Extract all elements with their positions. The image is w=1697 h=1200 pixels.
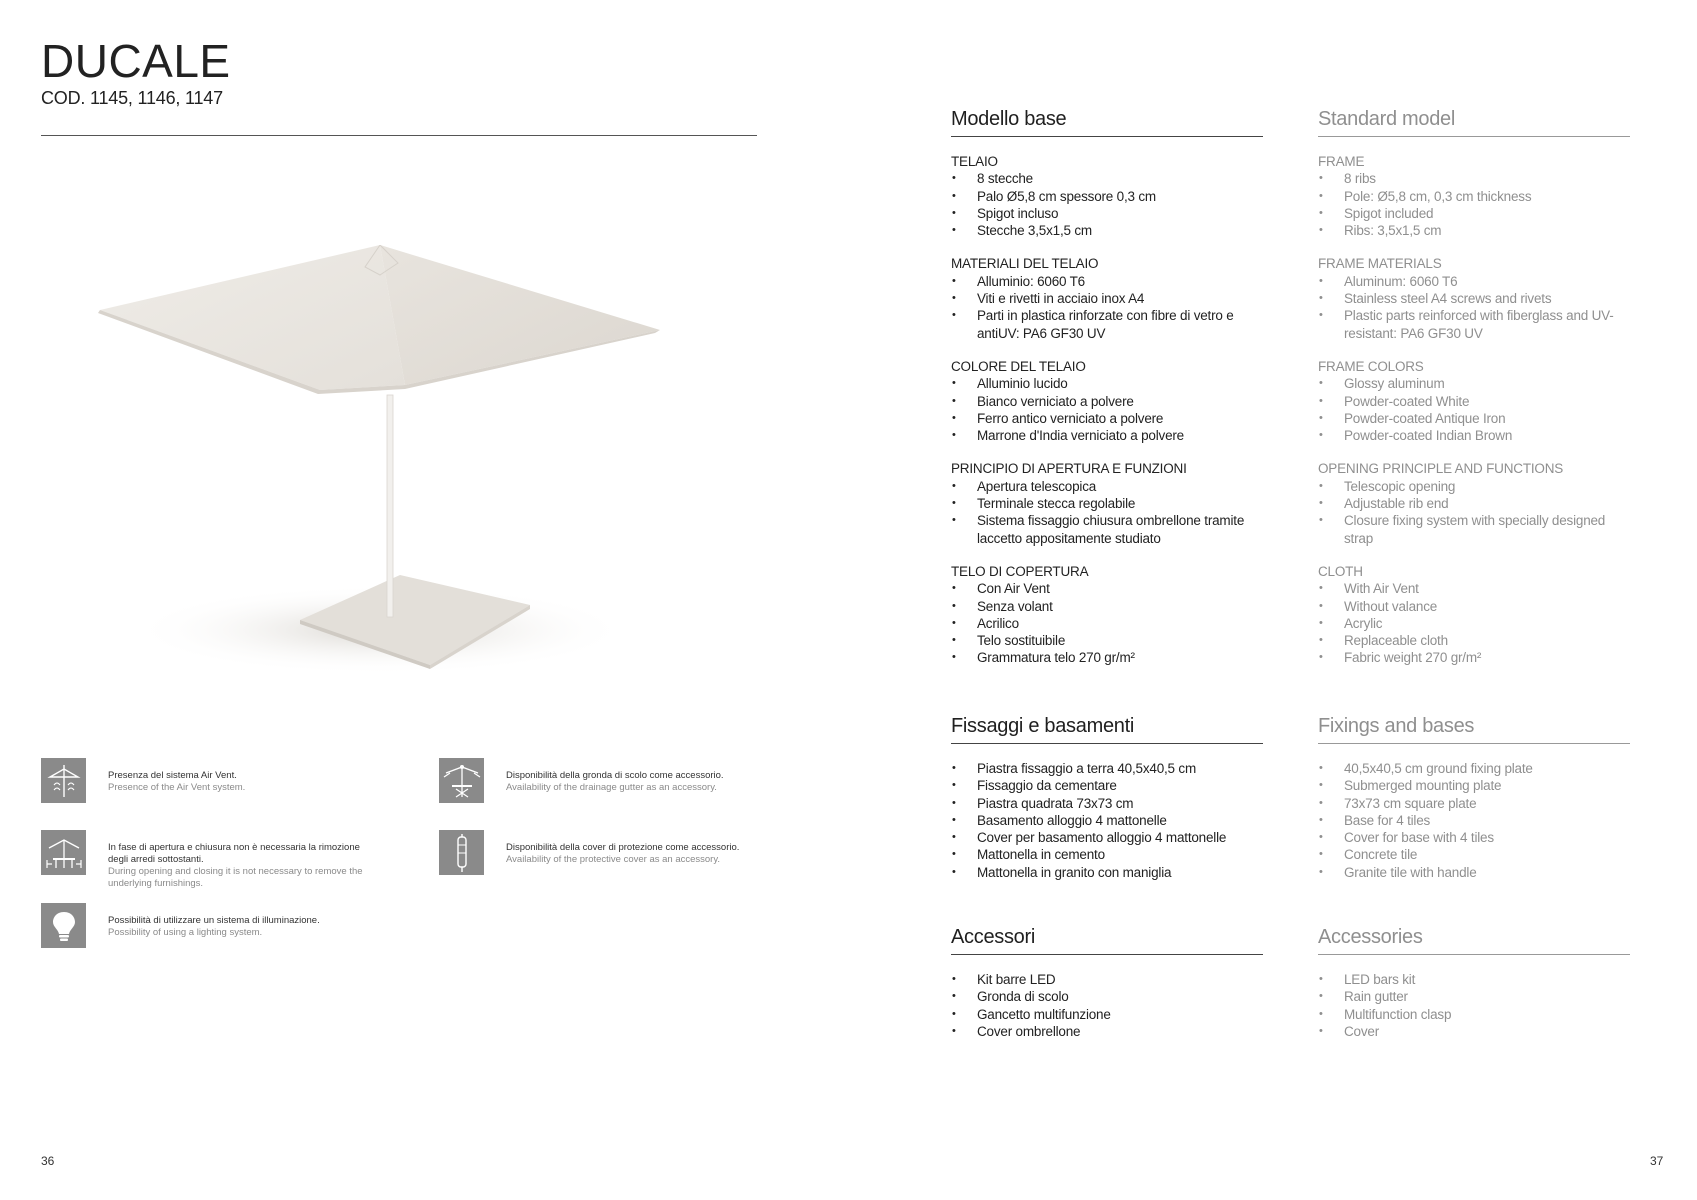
spec-block-title: CLOTH [1318,563,1363,579]
spec-block-title: OPENING PRINCIPLE AND FUNCTIONS [1318,461,1564,477]
air-vent-icon [41,758,86,803]
list-item: • Cover for base with 4 tiles [1318,829,1630,846]
list-item: • Spigot incluso [951,205,1263,222]
list-item: • Fabric weight 270 gr/m² [1318,649,1630,666]
spec-block [1318,563,1630,667]
list-item: • Glossy aluminum [1318,375,1630,392]
product-title: DUCALE [41,35,231,87]
spec-block [1318,153,1630,239]
feature-text-it: Possibilità di utilizzare un sistema di illuminazione. [108,915,320,926]
list-item: • Stainless steel A4 screws and rivets [1318,290,1630,307]
spec-block [951,255,1263,341]
feature-text-it: In fase di apertura e chiusura non è necessaria la rimozione degli arredi sottostanti. [108,842,360,865]
feature-text-it: Presenza del sistema Air Vent. [108,770,237,781]
lighting-bulb-icon [41,903,86,948]
spec-block-title: FRAME [1318,154,1365,169]
list-item: • Terminale stecca regolabile [951,495,1263,512]
list-item: • Replaceable cloth [1318,632,1630,649]
section-title-standard-model: Standard model [1318,108,1630,137]
spec-block-title: FRAME MATERIALS [1318,256,1442,272]
list-item: • Concrete tile [1318,846,1630,863]
accessories-column-it [951,926,1263,1040]
feature-text-it: Disponibilità della cover di protezione come accessorio. [506,842,740,853]
feature-text-en: Availability of the protective cover as an accessory. [506,854,721,865]
list-item: • Apertura telescopica [951,478,1263,495]
list-item: • Mattonella in cemento [951,846,1263,863]
section-title-fixings: Fixings and bases [1318,715,1630,744]
spec-block [1318,255,1630,341]
list-item: • Gancetto multifunzione [951,1006,1263,1023]
umbrella-image [80,245,730,685]
list-item: • Ribs: 3,5x1,5 cm [1318,222,1630,239]
list-item: • Senza volant [951,598,1263,615]
list-item: • Basamento alloggio 4 mattonelle [951,812,1263,829]
list-item: • 40,5x40,5 cm ground fixing plate [1318,760,1630,777]
list-item: • Cover per basamento alloggio 4 mattonelle [951,829,1263,846]
feature-air-vent [41,758,368,803]
feature-text-en: During opening and closing it is not necessary to remove the underlying furnishings. [108,866,363,889]
spec-block-title: FRAME COLORS [1318,358,1424,374]
no-removal-furnishings-icon [41,830,86,875]
list-item: • Alluminio: 6060 T6 [951,273,1263,290]
product-code: COD. 1145, 1146, 1147 [41,88,223,108]
list-item: • Piastra quadrata 73x73 cm [951,795,1263,812]
section-title-standard-model: Modello base [951,108,1263,137]
spec-block [1318,460,1630,546]
spec-column-en [1318,108,1630,667]
list-item: • Telescopic opening [1318,478,1630,495]
accessories-column-en [1318,926,1630,1040]
list-item: • Telo sostituibile [951,632,1263,649]
feature-text-en: Presence of the Air Vent system. [108,782,246,793]
list-item: • With Air Vent [1318,580,1630,597]
spec-block-title: MATERIALI DEL TELAIO [951,256,1099,272]
protective-cover-icon [439,830,484,875]
fixings-column-it [951,715,1263,881]
list-item: • Acrylic [1318,615,1630,632]
list-item: • Stecche 3,5x1,5 cm [951,222,1263,239]
list-item: • Powder-coated White [1318,393,1630,410]
list-item: • Powder-coated Antique Iron [1318,410,1630,427]
list-item: • Grammatura telo 270 gr/m² [951,649,1263,666]
list-item: • Adjustable rib end [1318,495,1630,512]
page-number-right: 37 [1650,1154,1664,1168]
list-item: • Multifunction clasp [1318,1006,1630,1023]
list-item: • Marrone d'India verniciato a polvere [951,427,1263,444]
spec-blocks-en [1318,153,1630,667]
list-item: • Piastra fissaggio a terra 40,5x40,5 cm [951,760,1263,777]
title-divider [41,135,757,136]
feature-protective-cover [439,830,766,875]
list-item: • Pole: Ø5,8 cm, 0,3 cm thickness [1318,188,1630,205]
list-item: • Alluminio lucido [951,375,1263,392]
feature-icons-section [41,758,801,958]
spec-blocks-it [951,153,1263,667]
list-item: • 73x73 cm square plate [1318,795,1630,812]
list-item: • 8 ribs [1318,170,1630,187]
section-title-fixings: Fissaggi e basamenti [951,715,1263,744]
section-title-accessories: Accessori [951,926,1263,955]
list-item: • Palo Ø5,8 cm spessore 0,3 cm [951,188,1263,205]
spec-block-title: COLORE DEL TELAIO [951,358,1086,374]
page-number-left: 36 [41,1154,55,1168]
spec-block-title: TELO DI COPERTURA [951,563,1089,579]
feature-drainage-gutter [439,758,766,803]
feature-lighting [41,903,368,948]
feature-text-en: Possibility of using a lighting system. [108,927,263,938]
list-item: • Spigot included [1318,205,1630,222]
spec-block-title: TELAIO [951,154,998,169]
list-item: • Cover [1318,1023,1630,1040]
list-item: • Plastic parts reinforced with fiberglass and UV-resistant: PA6 GF30 UV [1318,307,1630,342]
list-item: • Powder-coated Indian Brown [1318,427,1630,444]
section-title-accessories: Accessories [1318,926,1630,955]
list-item: • Viti e rivetti in acciaio inox A4 [951,290,1263,307]
spec-block [951,153,1263,239]
list-item: • Parti in plastica rinforzate con fibre di vetro e antiUV: PA6 GF30 UV [951,307,1263,342]
list-item: • Closure fixing system with specially designed strap [1318,512,1630,547]
list-item: • Ferro antico verniciato a polvere [951,410,1263,427]
list-item: • Without valance [1318,598,1630,615]
list-item: • Fissaggio da cementare [951,777,1263,794]
list-item: • Mattonella in granito con maniglia [951,864,1263,881]
spec-block [951,563,1263,667]
list-item: • Acrilico [951,615,1263,632]
fixings-column-en [1318,715,1630,881]
feature-text-it: Disponibilità della gronda di scolo come accessorio. [506,770,724,781]
list-item: • Rain gutter [1318,988,1630,1005]
spec-block [1318,358,1630,444]
spec-column-it [951,108,1263,667]
list-item: • 8 stecche [951,170,1263,187]
list-item: • Base for 4 tiles [1318,812,1630,829]
drainage-gutter-icon [439,758,484,803]
list-item: • Gronda di scolo [951,988,1263,1005]
list-item: • Sistema fissaggio chiusura ombrellone tramite laccetto appositamente studiato [951,512,1263,547]
list-item: • Cover ombrellone [951,1023,1263,1040]
list-item: • Aluminum: 6060 T6 [1318,273,1630,290]
list-item: • LED bars kit [1318,971,1630,988]
spec-block [951,358,1263,444]
list-item: • Kit barre LED [951,971,1263,988]
feature-no-removal [41,830,368,890]
feature-text-en: Availability of the drainage gutter as an accessory. [506,782,717,793]
list-item: • Con Air Vent [951,580,1263,597]
list-item: • Granite tile with handle [1318,864,1630,881]
spec-block-title: PRINCIPIO DI APERTURA E FUNZIONI [951,461,1187,477]
list-item: • Bianco verniciato a polvere [951,393,1263,410]
list-item: • Submerged mounting plate [1318,777,1630,794]
spec-block [951,460,1263,546]
